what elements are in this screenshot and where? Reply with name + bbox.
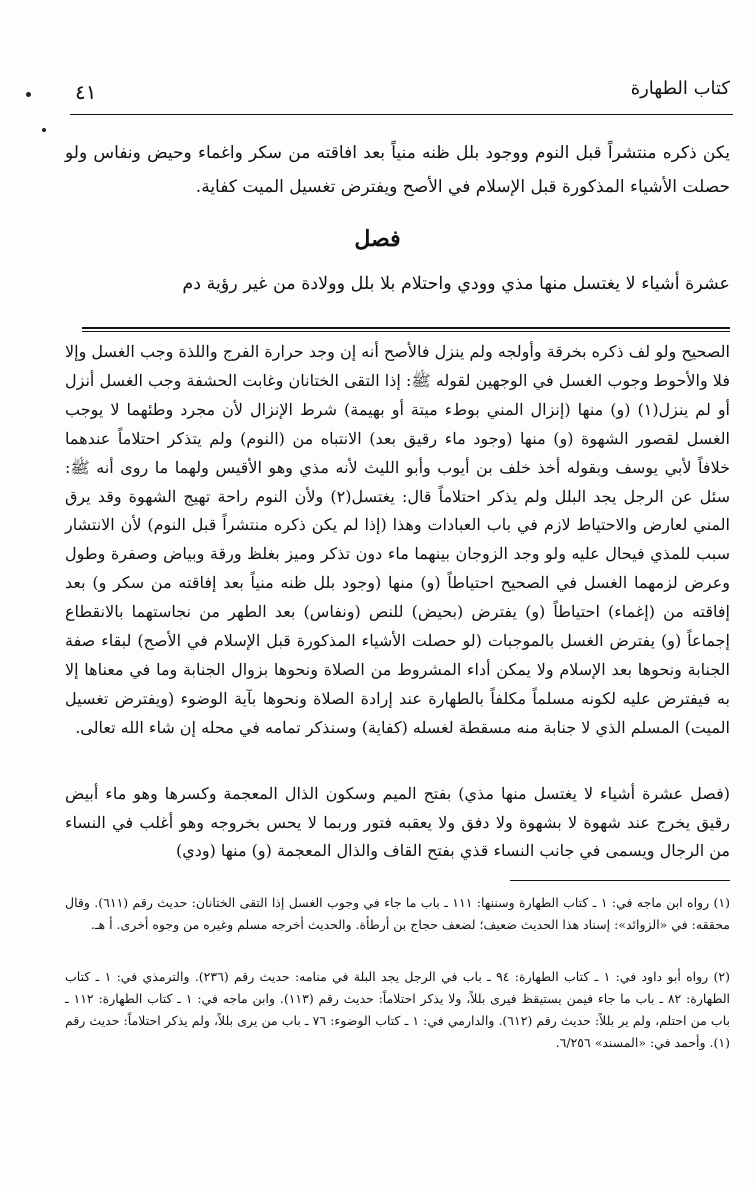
separator-rule: [82, 327, 730, 329]
footnote: (١) رواه ابن ماجه في: ١ ـ كتاب الطهارة وسننها: ١١١ ـ باب ما جاء في وجوب الغسل إذا التقى الختانان: حديث رقم (٦١١). وقال محققه: في «الزوائد»: إسناد هذا الحديث ضعيف؛ لضعف حجاج بن أرطأة. والحديث أخرجه مسلم وغيره من وجوه أخرى. أ هـ.: [65, 895, 730, 932]
page-number: ٤١: [75, 80, 97, 104]
margin-dot: [42, 128, 46, 132]
matn-text: عشرة أشياء لا يغتسل منها مذي وودي واحتلام بلا بلل وولادة من غير رؤية دم: [182, 274, 730, 294]
top-text-paragraph: يكن ذكره منتشراً قبل النوم ووجود بلل ظنه منياً بعد افاقته من سكر واغماء وحيض ونفاس ولو حصلت الأشياء المذكورة قبل الإسلام في الأصح ويفترض تغسيل الميت كفاية.: [65, 143, 730, 197]
commentary-paragraph: الصحيح ولو لف ذكره بخرقة وأولجه ولم ينزل فالأصح أنه إن وجد حرارة الفرج واللذة وجب الغسل وإلا فلا والأحوط وجوب الغسل في الوجهين لقوله ﷺ: إذا التقى الختانان وغابت الحشفة وجب الغسل أنزل أو لم ينزل(١) (و) منها (إنزال المني بوطء ميتة أو بهيمة) شرط الإنزال لأن مجرد وطئهما لا يوجب الغسل لقصور الشهوة (و) منها (وجود ماء رقيق بعد) الانتباه من (النوم) ولم يتذكر احتلاماً عندهما خلافاً لأبي يوسف وبقوله أخذ خلف بن أيوب وأبو الليث لأنه مذي وهو الأقيس ولهما ما روى أنه ﷺ: سئل عن الرجل يجد البلل ولم يذكر احتلاماً قال: يغتسل(٢) ولأن النوم راحة تهيج الشهوة وقد يرق المني لعارض والاحتياط لازم في باب العبادات وهذا (إذا لم يكن ذكره منتشراً قبل النوم) لأن الانتشار سبب للمذي فيحال عليه ولو وجد الزوجان بينهما ماء دون تذكر وميز بغلظ ورقة وبياض وصفرة وطول وعرض لزمهما الغسل في الصحيح احتياطاً (و) منها (وجود بلل ظنه منياً بعد إفاقته من سكر و) بعد إفاقته من (إغماء) احتياطاً (و) يفترض (بحيض) للنص (ونفاس) بعد الطهر من نجاستهما بالانقطاع إجماعاً (و) يفترض الغسل بالموجبات (لو حصلت الأشياء المذكورة قبل الإسلام في الأصح) لبقاء صفة الجنابة ونحوها بعد الإسلام ولا يمكن أداء المشروط من الصلاة ونحوها بزوال الجنابة وما في معناها إلا به فيفترض عليه لكونه مسلماً مكلفاً بالطهارة عند إرادة الصلاة ونحوها بآية الوضوء (ويفترض تغسيل الميت) المسلم الذي لا جنابة منه مسقطة لغسله (كفاية) وسنذكر تمامه في محله إن شاء الله تعالى.: [65, 342, 731, 737]
margin-dot: [26, 92, 31, 97]
footnote: (٢) رواه أبو داود في: ١ ـ كتاب الطهارة: ٩٤ ـ باب في الرجل يجد البلة في منامه: حديث رقم (٢٣٦). والترمذي في: ١ ـ كتاب الطهارة: ٨٢ ـ باب ما جاء فيمن يستيقظ فيرى بللاً، ولا يذكر احتلاماً: حديث رقم (١١٣). وابن ماجه في: ١ ـ كتاب الطهارة: ١١٢ ـ باب من احتلم، ولم ير بللاً: حديث رقم (٦١٢). والدارمي في: ١ ـ كتاب الوضوء: ٧٦ ـ باب من يرى بللاً، ولم يذكر احتلاماً: حديث رقم (١). وأحمد في: «المسند» ٦/٢٥٦.: [65, 969, 730, 1050]
footnote-rule: [510, 880, 730, 881]
section-heading: فصل: [354, 226, 401, 252]
running-header-title: كتاب الطهارة: [630, 78, 730, 99]
commentary-paragraph: (فصل عشرة أشياء لا يغتسل منها مذي) بفتح الميم وسكون الذال المعجمة وكسرها وهو ماء أبيض رقيق يخرج عند شهوة لا بشهوة ولا دفق ولا يعقبه فتور وربما لا يحس بخروجه وهو أغلب في النساء من الرجال ويسمى في جانب النساء قذي بفتح القاف والذال المعجمة (و) منها (ودي): [65, 784, 730, 860]
separator-rule: [82, 331, 730, 332]
header-rule: [70, 114, 733, 115]
